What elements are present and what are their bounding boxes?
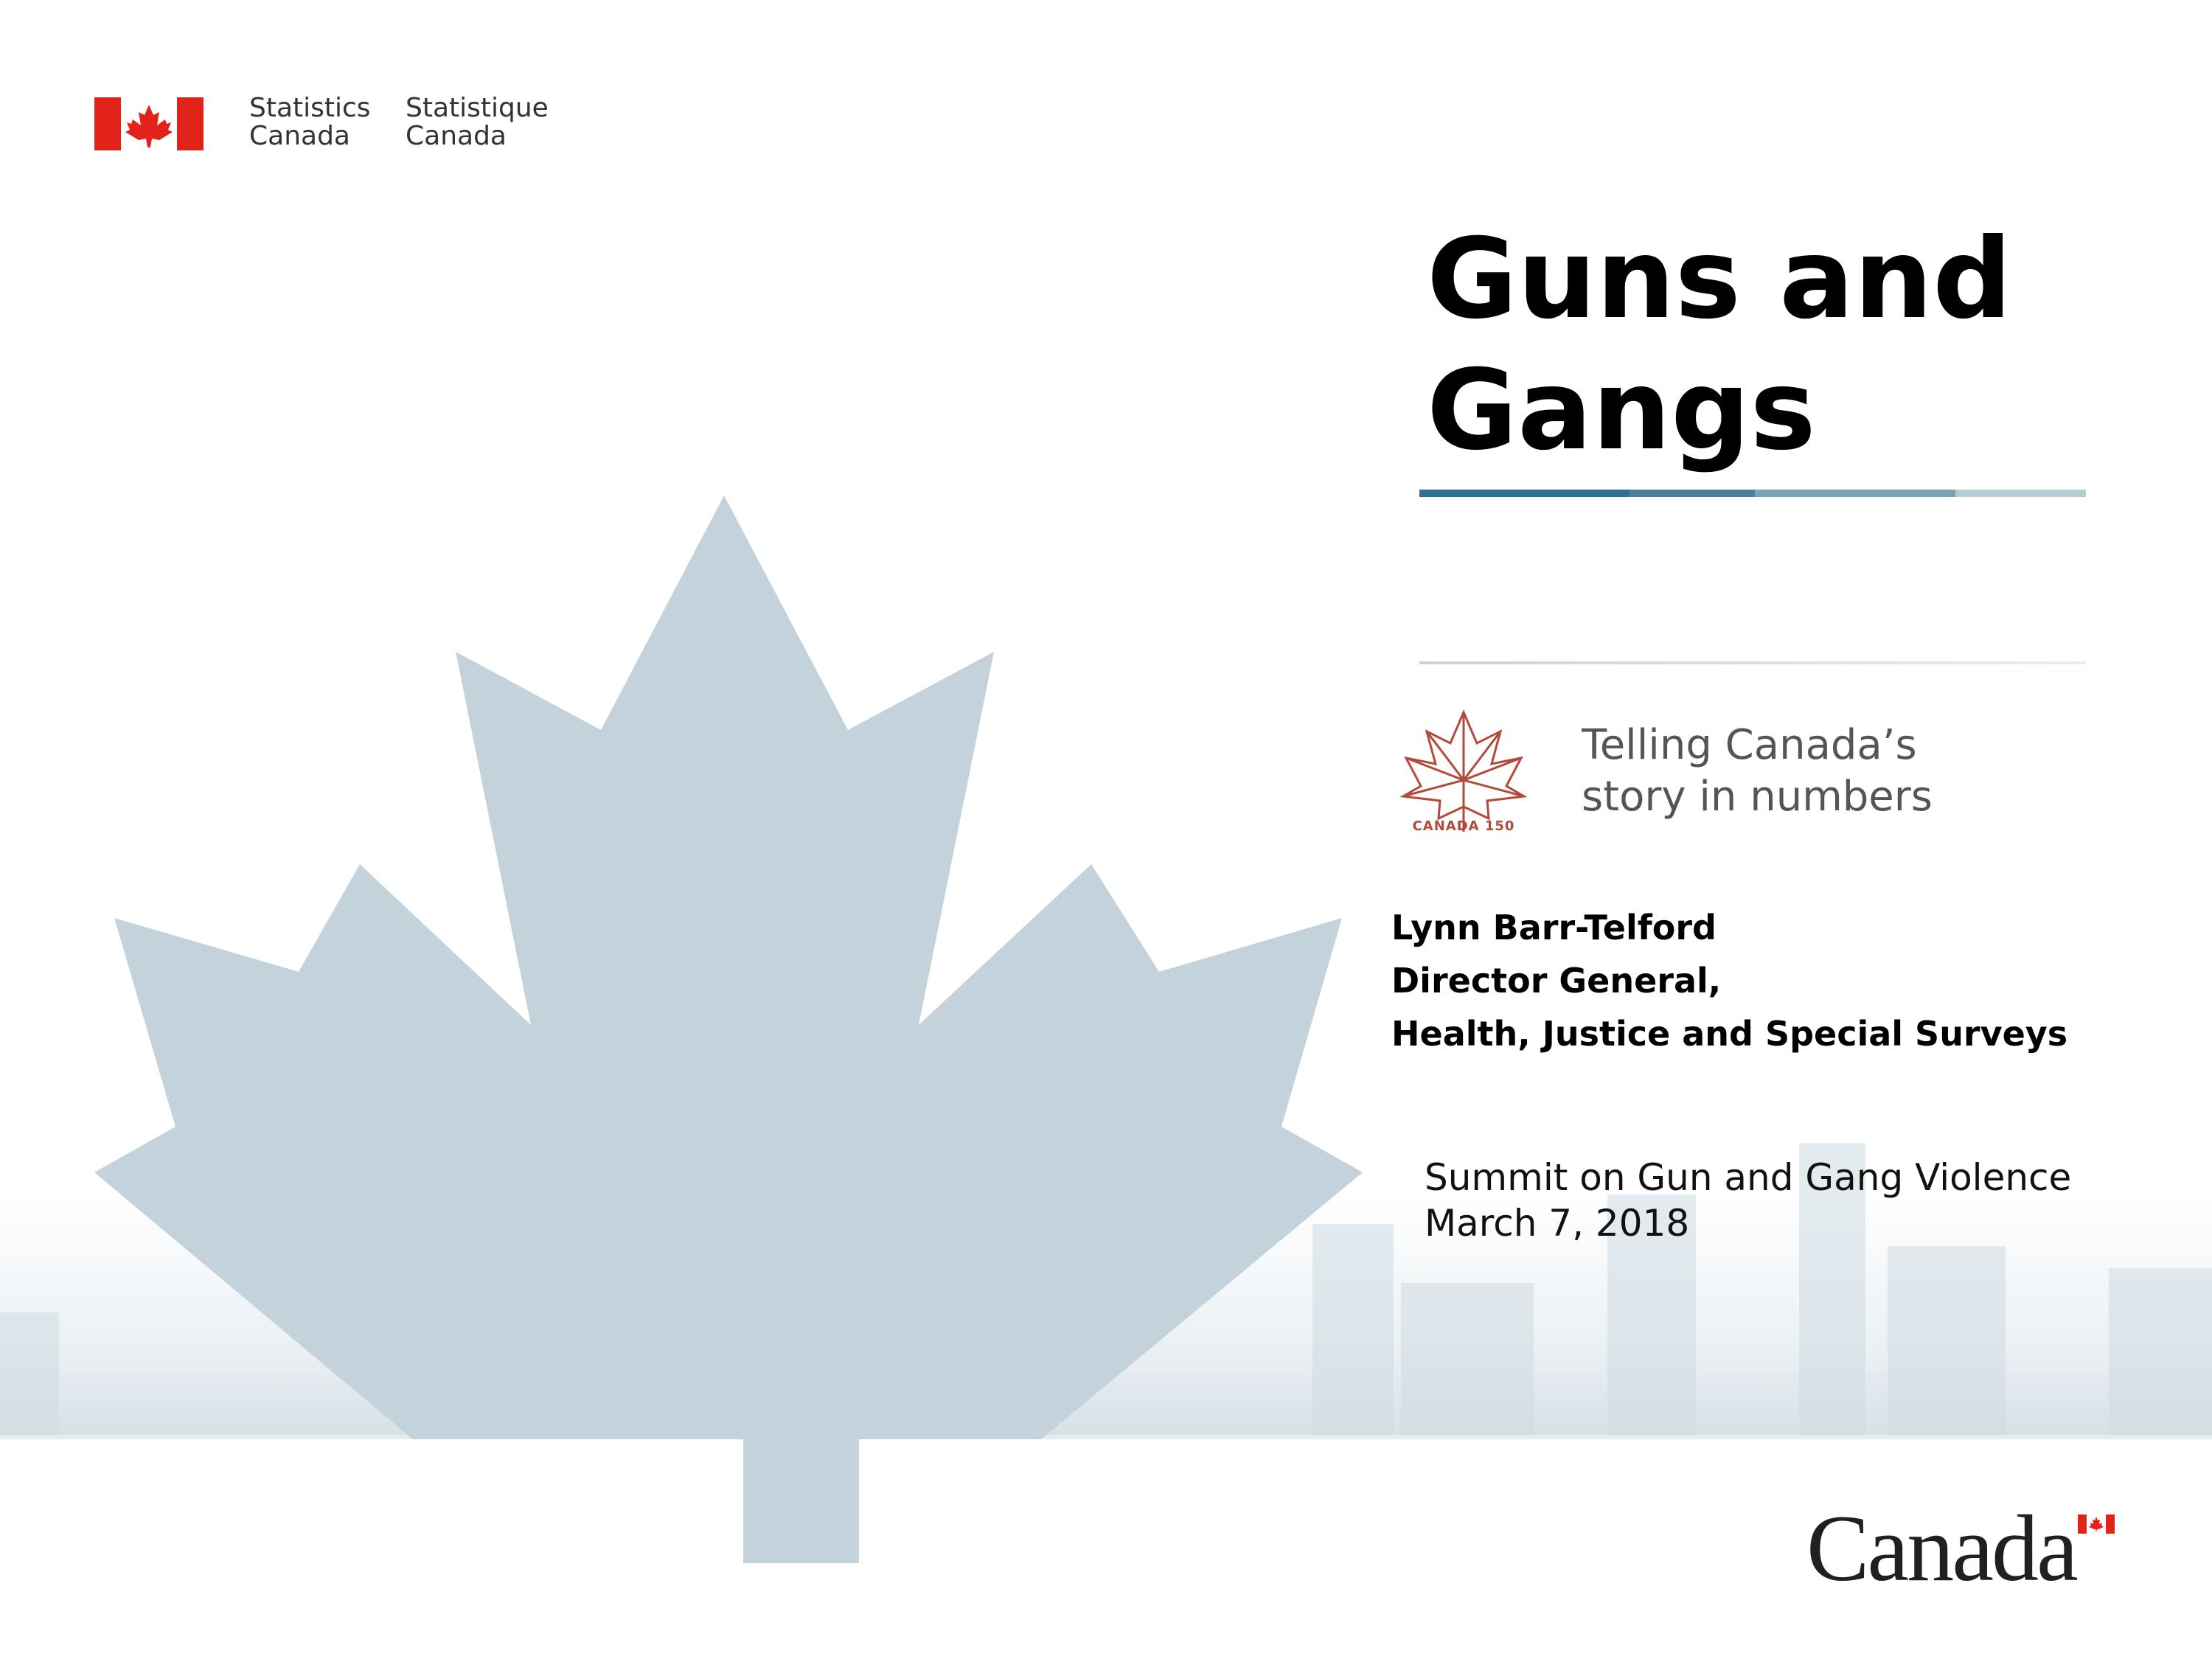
event-name: Summit on Gun and Gang Violence xyxy=(1425,1156,2072,1199)
presenter-division: Health, Justice and Special Surveys xyxy=(1391,1014,2068,1054)
wordmark-flag-icon xyxy=(2078,1514,2115,1534)
agency-name-en: Statistics Canada xyxy=(249,93,371,151)
presenter-block xyxy=(1391,901,2067,1060)
tagline: Telling Canada’s story in numbers xyxy=(1582,721,1933,821)
wordmark-text: Canada xyxy=(1806,1496,2076,1601)
title-underline xyxy=(1419,490,2086,497)
divider-line xyxy=(1419,661,2086,664)
presenter-name: Lynn Barr-Telford xyxy=(1391,908,1717,947)
event-date: March 7, 2018 xyxy=(1425,1202,1690,1245)
page-title: Guns and Gangs xyxy=(1427,215,2012,475)
canada-flag-icon xyxy=(94,97,204,150)
canada-150-label: CANADA 150 xyxy=(1412,818,1515,834)
event-block xyxy=(1425,1155,2071,1246)
canada-wordmark xyxy=(1806,1496,2124,1601)
presenter-role: Director General, xyxy=(1391,961,1722,1001)
agency-name-fr: Statistique Canada xyxy=(406,93,549,151)
